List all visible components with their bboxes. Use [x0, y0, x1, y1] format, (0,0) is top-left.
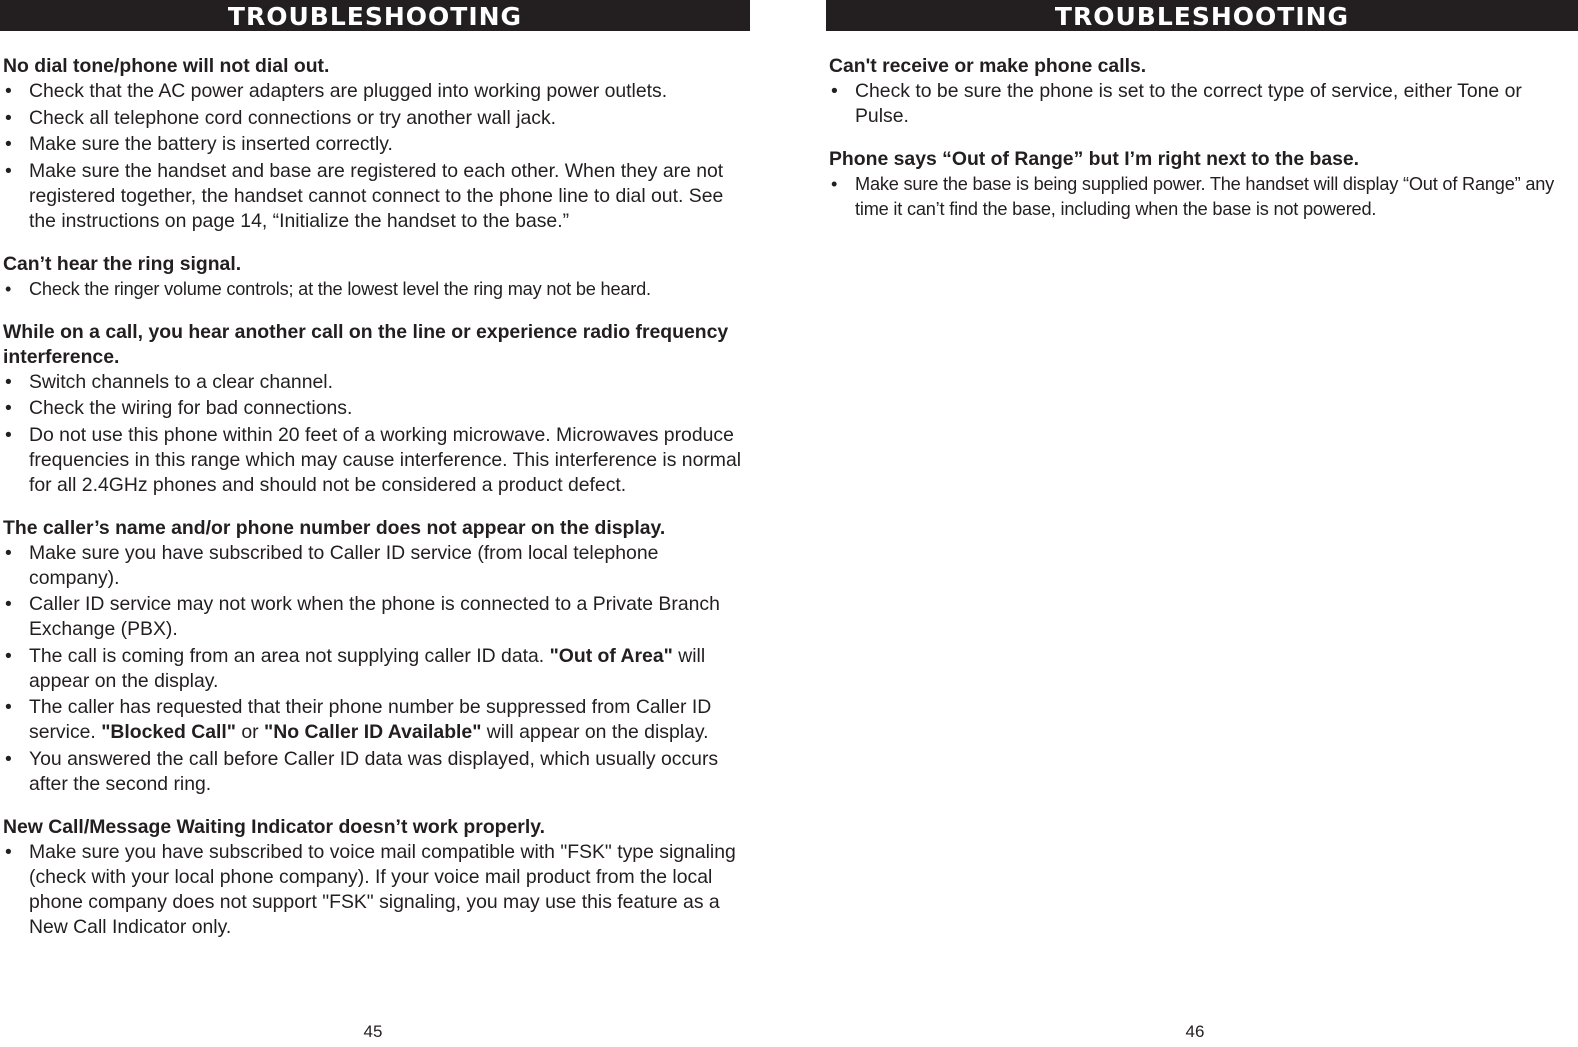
- display-message-blocked-call: "Blocked Call": [101, 721, 236, 743]
- item-text: will appear on the display.: [481, 721, 709, 743]
- list-item: [3, 695, 750, 745]
- section-heading: While on a call, you hear another call on the line or experience radio frequency interference.: [3, 320, 729, 368]
- page-number: 46: [1185, 1022, 1205, 1041]
- section-cant-make-calls: [829, 54, 1578, 129]
- section-out-of-range: [829, 147, 1578, 222]
- section-heading: Can't receive or make phone calls.: [829, 55, 1147, 77]
- item-text: will appear on the display.: [29, 644, 706, 692]
- list-item: • Do not use this phone within 20 feet of a working microwave. Microwaves produce frequencies in this range which may cause interference. This interference is normal for all 2.4GHz phones and should not be considered a product defect.: [3, 423, 750, 498]
- list-item: • Check that the AC power adapters are plugged into working power outlets.: [3, 79, 750, 104]
- section-heading: Can’t hear the ring signal.: [3, 252, 242, 275]
- section-no-ring-signal: [3, 252, 750, 302]
- bullet-list: [3, 840, 750, 940]
- section-heading: The caller’s name and/or phone number does not appear on the display.: [3, 516, 666, 539]
- bullet-list: [829, 79, 1578, 129]
- section-caller-id: [3, 516, 750, 797]
- list-item: • Caller ID service may not work when the phone is connected to a Private Branch Exchange (PBX).: [3, 592, 750, 642]
- bullet-list: [3, 370, 750, 498]
- bullet-list: [3, 79, 750, 234]
- item-text: The call is coming from an area not supplying caller ID data.: [29, 644, 550, 667]
- item-text: or: [235, 721, 265, 743]
- left-page: [0, 0, 750, 1047]
- list-item: • Check the wiring for bad connections.: [3, 396, 750, 421]
- bullet-list: [3, 277, 750, 302]
- list-item: • You answered the call before Caller ID data was displayed, which usually occurs after the second ring.: [3, 747, 750, 797]
- section-heading: New Call/Message Waiting Indicator doesn’t work properly.: [3, 815, 545, 838]
- section-no-dial-tone: [3, 54, 750, 234]
- list-item: • Check the ringer volume controls; at the lowest level the ring may not be heard.: [3, 277, 750, 302]
- list-item: • Check all telephone cord connections or try another wall jack.: [3, 106, 750, 131]
- item-text: The caller has requested that their phone number be suppressed from Caller ID service.: [29, 696, 712, 743]
- list-item: • Check to be sure the phone is set to the correct type of service, either Tone or Pulse.: [829, 79, 1578, 129]
- page-header: TROUBLESHOOTING: [826, 0, 1578, 31]
- section-heading: No dial tone/phone will not dial out.: [3, 55, 330, 77]
- section-heading: Phone says “Out of Range” but I’m right next to the base.: [829, 148, 1360, 170]
- list-item: • Switch channels to a clear channel.: [3, 370, 750, 395]
- list-item: • Make sure you have subscribed to Caller ID service (from local telephone company).: [3, 541, 750, 591]
- bullet-list: [829, 172, 1578, 222]
- list-item: • Make sure the handset and base are registered to each other. When they are not registered together, the handset cannot connect to the phone line to dial out. See the instructions on page 14, “Initialize the handset to the base.”: [3, 159, 750, 234]
- right-page: [826, 0, 1578, 1047]
- page-content: [0, 31, 750, 940]
- display-message-no-caller-id: "No Caller ID Available": [264, 721, 482, 743]
- list-item: [3, 644, 750, 694]
- section-message-indicator: [3, 815, 750, 940]
- display-message-out-of-area: "Out of Area": [549, 644, 673, 667]
- page-header: TROUBLESHOOTING: [0, 0, 750, 31]
- section-interference: [3, 320, 750, 498]
- page-number: 45: [363, 1022, 383, 1041]
- bullet-list: [3, 541, 750, 797]
- list-item: • Make sure you have subscribed to voice mail compatible with "FSK" type signaling (check with your local phone company). If your voice mail product from the local phone company does not support "FSK" signaling, you may use this feature as a New Call Indicator only.: [3, 840, 750, 940]
- list-item: • Make sure the battery is inserted correctly.: [3, 132, 750, 157]
- page-content: [826, 31, 1578, 222]
- list-item: • Make sure the base is being supplied power. The handset will display “Out of Range” any time it can’t find the base, including when the base is not powered.: [829, 172, 1578, 222]
